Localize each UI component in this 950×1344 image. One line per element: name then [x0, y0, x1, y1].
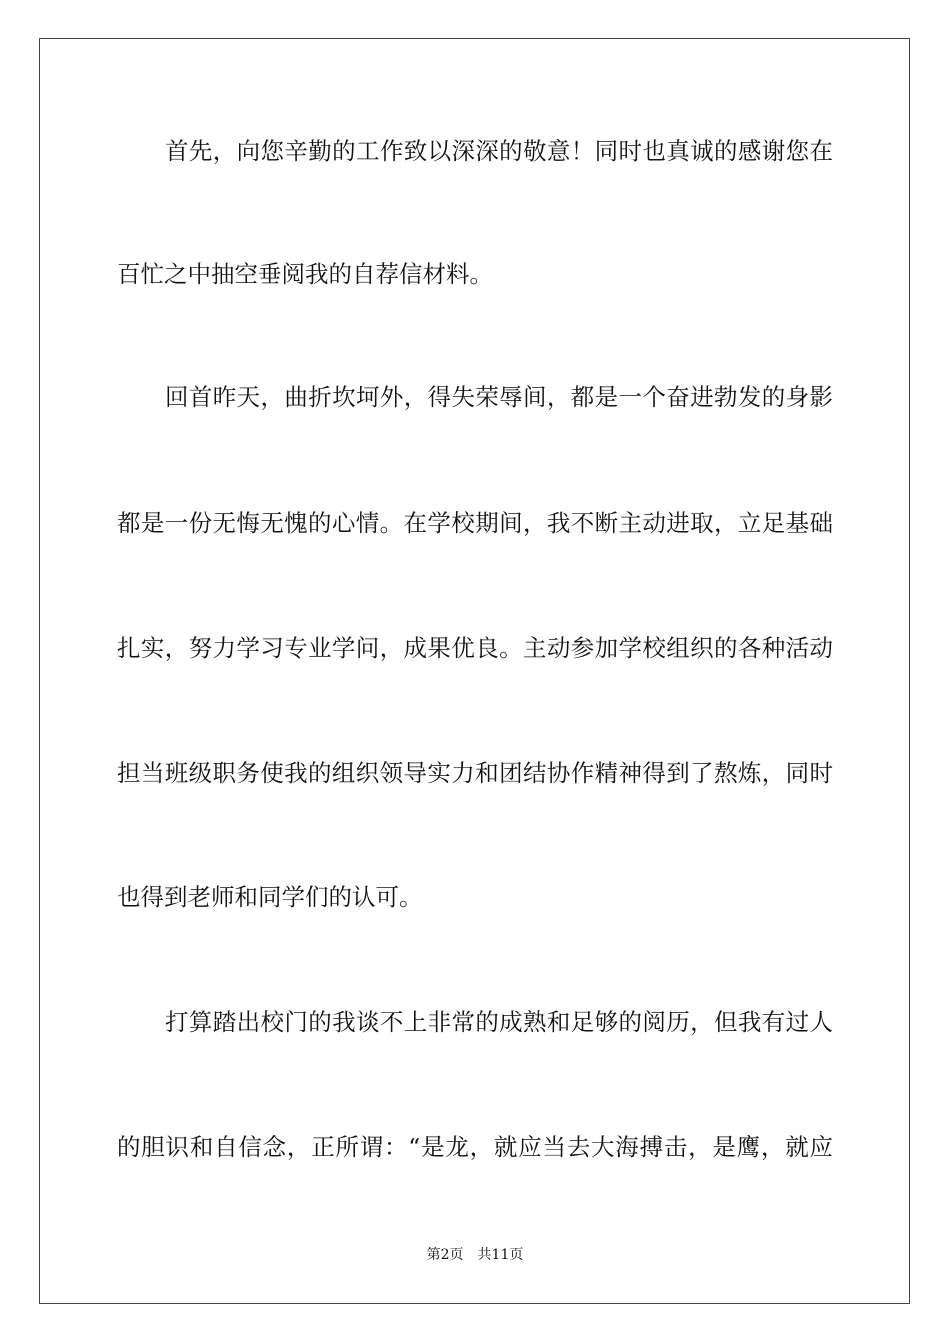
text-line: 也得到老师和同学们的认可。: [117, 883, 423, 911]
text-line: 回首昨天，曲折坎坷外，得失荣辱间，都是一个奋进勃发的身影: [165, 383, 833, 411]
text-line: 扎实，努力学习专业学问，成果优良。主动参加学校组织的各种活动: [117, 634, 833, 662]
page-border: [39, 38, 910, 1304]
text-line: 的胆识和自信念，正所谓：“是龙，就应当去大海搏击，是鹰，就应: [117, 1133, 833, 1161]
page-number: 第2页: [426, 1247, 464, 1263]
text-line: 担当班级职务使我的组织领导实力和团结协作精神得到了熬炼，同时: [117, 759, 833, 787]
page-footer: [0, 1248, 950, 1262]
page-total: 共11页: [477, 1247, 524, 1263]
text-line: 百忙之中抽空垂阅我的自荐信材料。: [117, 260, 493, 288]
text-line: 打算踏出校门的我谈不上非常的成熟和足够的阅历，但我有过人: [165, 1008, 833, 1036]
text-line: 首先，向您辛勤的工作致以深深的敬意！同时也真诚的感谢您在: [165, 137, 833, 165]
text-line: 都是一份无悔无愧的心情。在学校期间，我不断主动进取，立足基础: [117, 509, 833, 537]
